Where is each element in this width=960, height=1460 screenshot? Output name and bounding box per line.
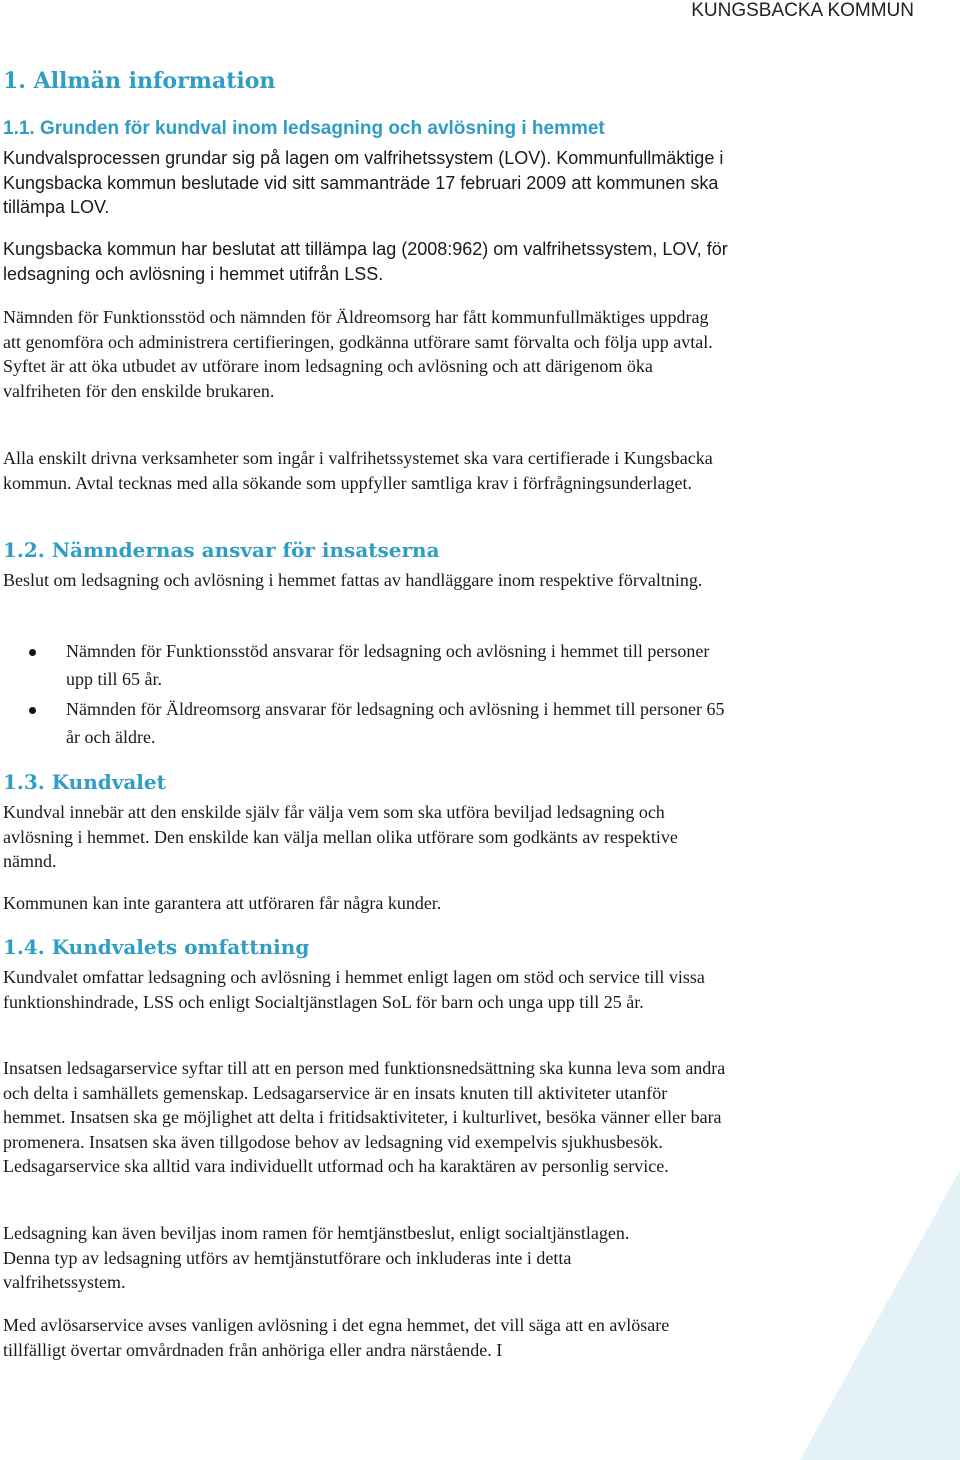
- paragraph-relief-service: Med avlösarservice avses vanligen avlösning i det egna hemmet, det vill säga att en avlösare tillfälligt övertar omvårdnaden från anhöriga eller andra närstående. I: [3, 1315, 670, 1360]
- paragraph-no-guarantee: Kommunen kan inte garantera att utföraren får några kunder.: [3, 893, 442, 913]
- section-title: 1. Allmän information: [3, 68, 276, 94]
- responsibility-list: [3, 637, 943, 753]
- paragraph-certification: Alla enskilt drivna verksamheter som ingår i valfrihetssystemet ska vara certifierade i Kungsbacka kommun. Avtal tecknas med alla sökande som uppfyller samtliga krav i förfrågningsunderlaget.: [3, 448, 713, 493]
- paragraph-decision-responsibility: Beslut om ledsagning och avlösning i hemmet fattas av handläggare inom respektive förvaltning.: [3, 570, 703, 590]
- subsection-title-1-1: 1.1. Grunden för kundval inom ledsagning och avlösning i hemmet: [3, 118, 605, 139]
- subsection-title-1-2: 1.2. Nämndernas ansvar för insatserna: [3, 538, 440, 562]
- list-item-text: Nämnden för Funktionsstöd ansvarar för ledsagning och avlösning i hemmet till personer upp till 65 år.: [66, 641, 710, 689]
- paragraph-lov-basis: Kundvalsprocessen grundar sig på lagen om valfrihetssystem (LOV). Kommunfullmäktige i Kungsbacka kommun beslutade vid sitt sammanträde 17 februari 2009 att kommunen ska tillämpa LOV.: [3, 148, 724, 217]
- paragraph-lss-decision: Kungsbacka kommun har beslutat att tillämpa lag (2008:962) om valfrihetssystem, LOV, för ledsagning och avlösning i hemmet utifrån LSS.: [3, 239, 728, 284]
- corner-decoration: [800, 1170, 960, 1460]
- list-item-text: Nämnden för Äldreomsorg ansvarar för ledsagning och avlösning i hemmet till personer 65 år och äldre.: [66, 699, 725, 747]
- list-item: [3, 637, 736, 693]
- paragraph-scope: Kundvalet omfattar ledsagning och avlösning i hemmet enligt lagen om stöd och service till vissa funktionshindrade, LSS och enligt Socialtjänstlagen SoL för barn och unga upp till 25 år.: [3, 967, 705, 1012]
- organization-name: KUNGSBACKA KOMMUN: [691, 0, 914, 21]
- list-item: [3, 695, 736, 751]
- paragraph-customer-choice: Kundval innebär att den enskilde själv får välja vem som ska utföra beviljad ledsagning och avlösning i hemmet. Den enskilde kan välja mellan olika utförare som godkänts av respektive nämnd.: [3, 802, 678, 871]
- paragraph-home-care-escort: Ledsagning kan även beviljas inom ramen för hemtjänstbeslut, enligt socialtjänstlagen. Denna typ av ledsagning utförs av hemtjänstutförare och inkluderas inte i detta valfrihetssystem.: [3, 1223, 630, 1292]
- paragraph-committees-assignment: Nämnden för Funktionsstöd och nämnden för Äldreomsorg har fått kommunfullmäktiges uppdrag att genomföra och administrera certifieringen, godkänna utförare samt förvalta och följa upp avtal. Syftet är att öka utbudet av utförare inom ledsagning och avlösning och att därigenom öka valfriheten för den enskilde brukaren.: [3, 307, 713, 401]
- subsection-title-1-3: 1.3. Kundvalet: [3, 770, 166, 794]
- paragraph-escort-service: Insatsen ledsagarservice syftar till att en person med funktionsnedsättning ska kunna leva som andra och delta i samhällets gemenskap. Ledsagarservice är en insats knuten till aktiviteter utanför hemmet. Insatsen ska ge möjlighet att delta i fritidsaktiviteter, i kulturlivet, besöka vänner eller bara promenera. Insatsen ska även tillgodose behov av ledsagning vid exempelvis sjukhusbesök. Ledsagarservice ska alltid vara individuellt utformad och ha karaktären av personlig service.: [3, 1058, 726, 1176]
- bullet-icon: [29, 649, 36, 656]
- bullet-icon: [29, 707, 36, 714]
- subsection-title-1-4: 1.4. Kundvalets omfattning: [3, 935, 310, 959]
